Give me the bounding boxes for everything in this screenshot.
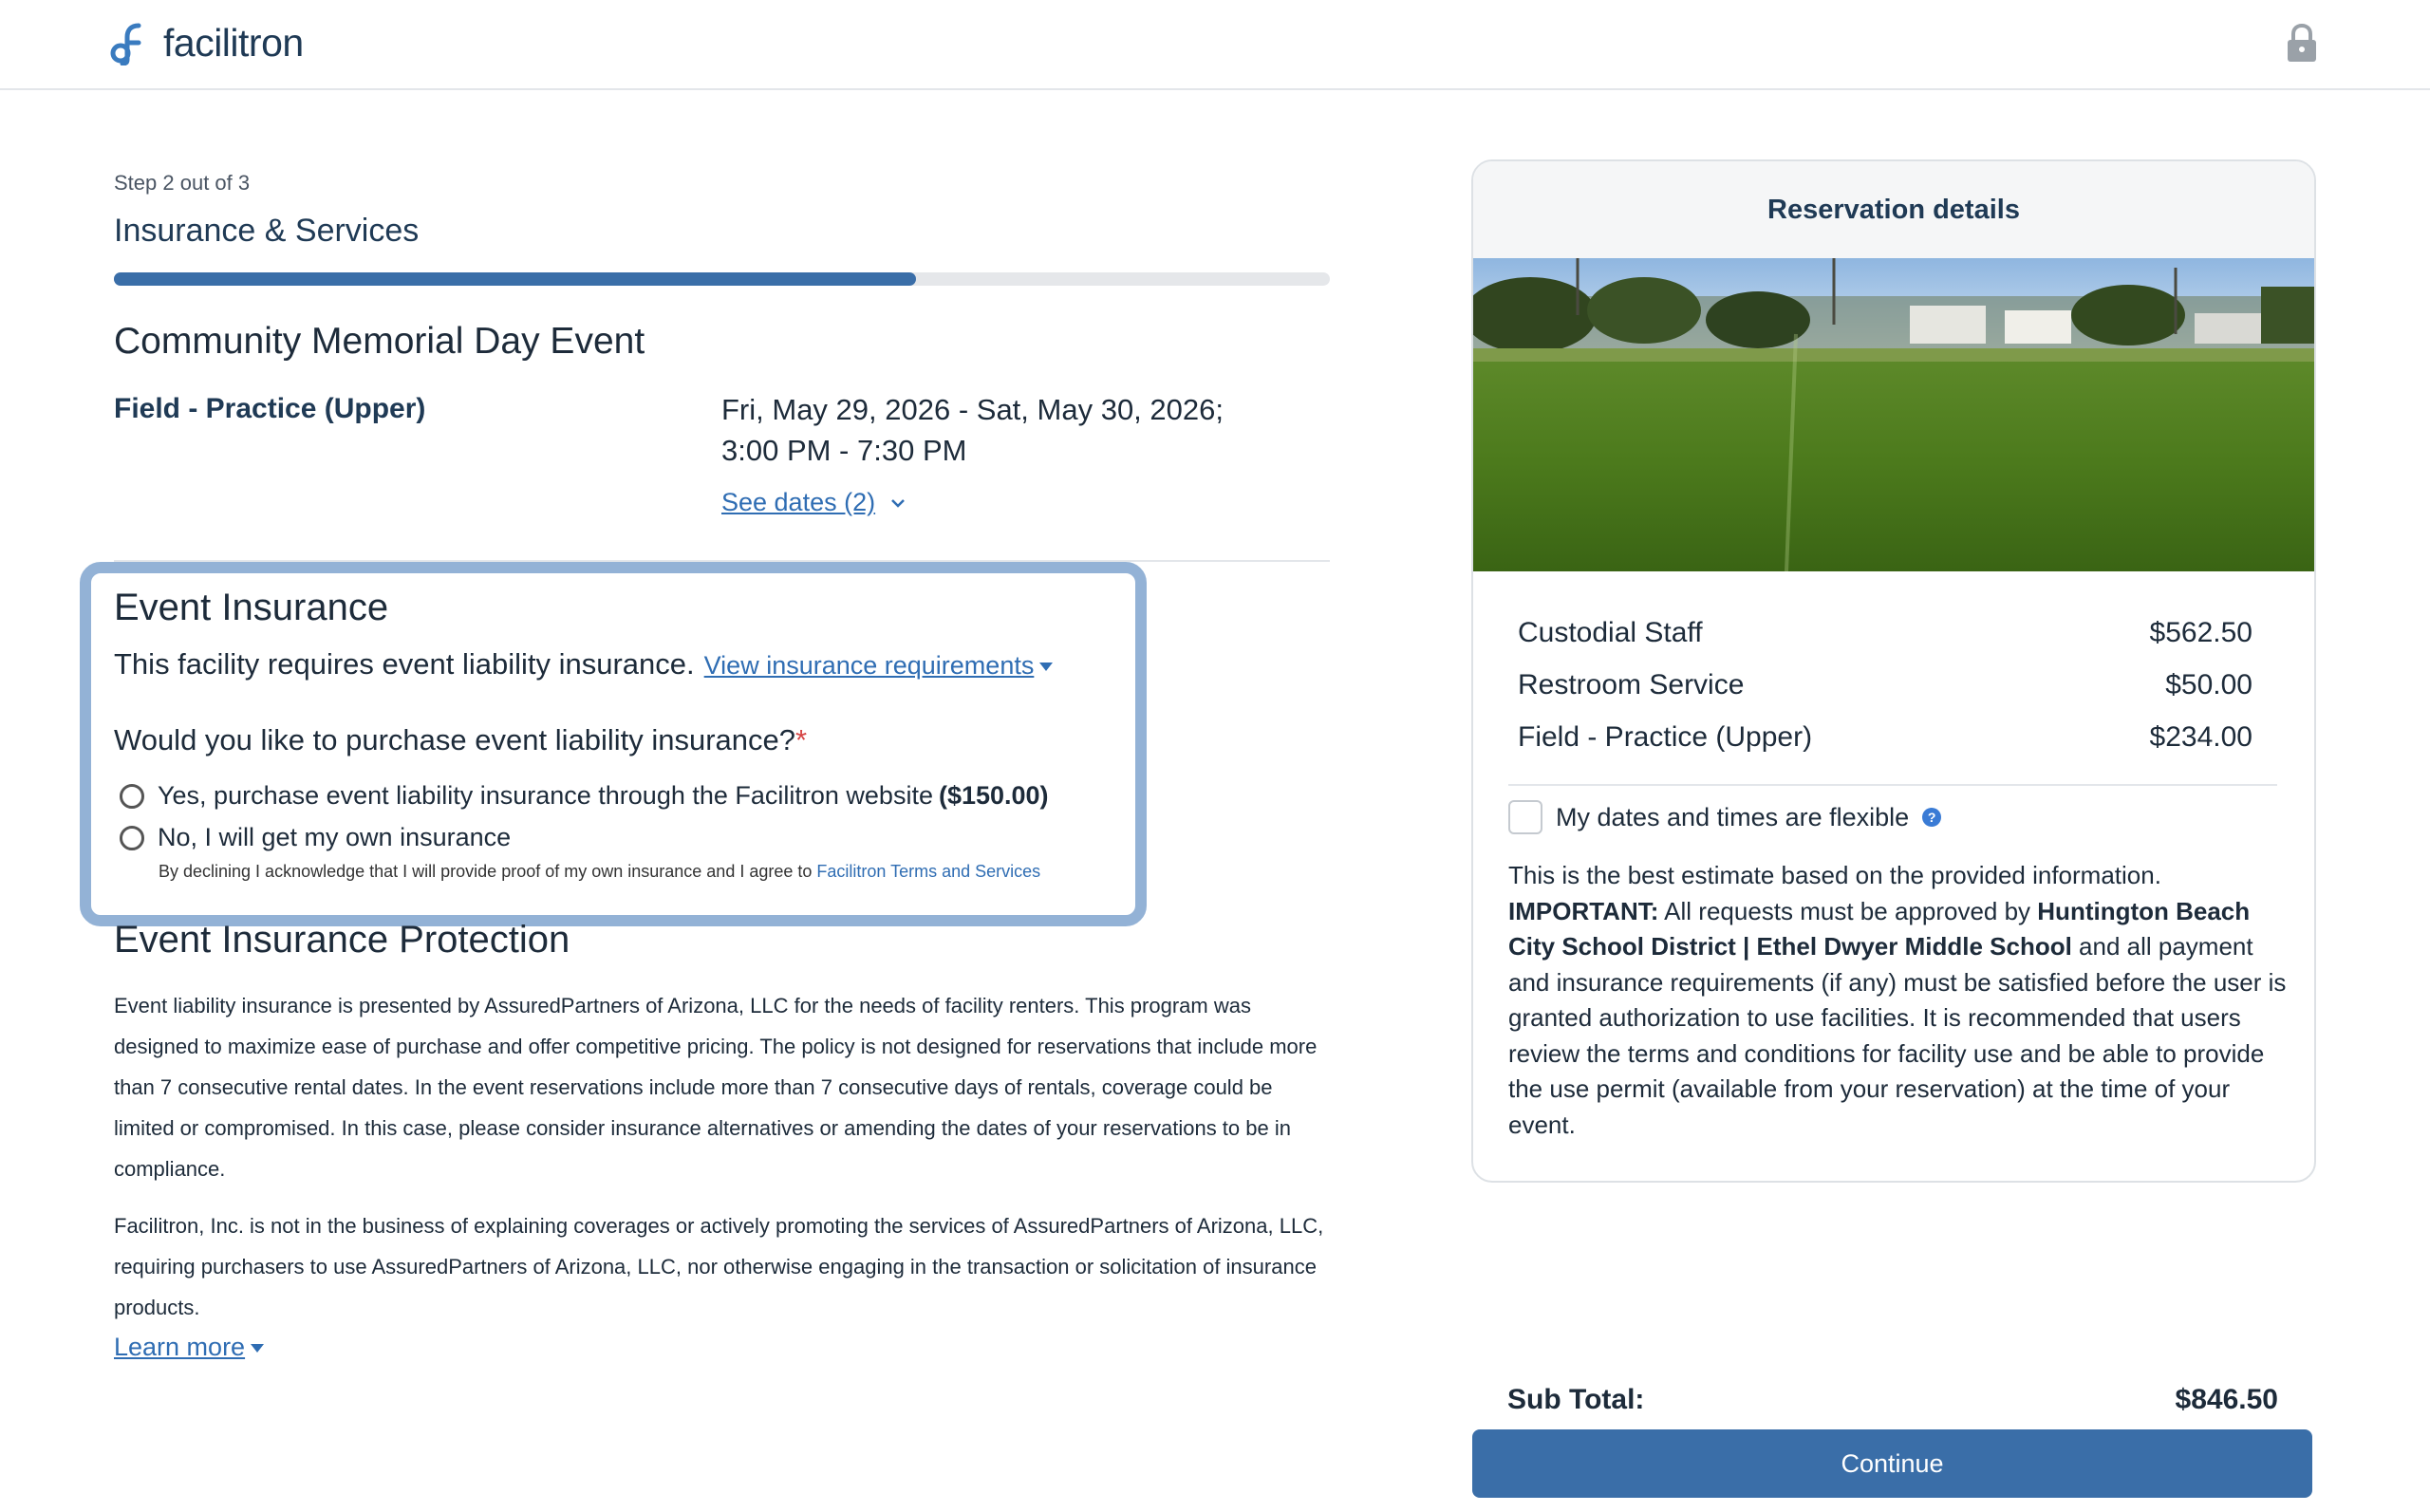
facility-name: Field - Practice (Upper) [114,393,426,424]
option-yes-price: ($150.00) [938,781,1049,810]
flexible-dates-option[interactable] [1508,800,1941,834]
fees-divider [1508,784,2277,786]
decline-text: By declining I acknowledge that I will provide proof of my own insurance and I agree to [159,862,813,881]
insurance-question-text: Would you like to purchase event liability insurance? [114,723,795,756]
facilitron-logo[interactable] [110,21,304,65]
insurance-option-no[interactable] [120,823,511,852]
insurance-question [114,723,807,757]
option-no-label: No, I will get my own insurance [158,823,512,851]
radio-button-no[interactable] [120,826,144,850]
fee-row-restroom [1518,669,2252,701]
insurance-protection-title: Event Insurance Protection [114,919,570,961]
event-time-range: 3:00 PM - 7:30 PM [721,434,967,467]
estimate-notice [1508,858,2287,1143]
insurance-requirement [114,647,1053,681]
view-insurance-requirements-link[interactable] [704,651,1054,681]
fee-label: Custodial Staff [1518,617,1703,648]
subtotal-row [1507,1384,2278,1416]
event-name: Community Memorial Day Event [114,321,645,362]
protection-paragraph-2: Facilitron, Inc. is not in the business of explaining coverages or actively promoting the services of AssuredPartners of Arizona, LLC, requiring purchasers to use AssuredPartners of Arizona, LLC, nor otherwise engaging in the transaction or solicitation of insurance products. [114,1214,1324,1319]
learn-more-link[interactable] [114,1333,264,1362]
fee-amount: $50.00 [2165,669,2252,700]
help-icon[interactable]: ? [1922,808,1941,827]
insurance-option-yes[interactable] [120,781,1049,811]
required-asterisk: * [795,723,808,756]
terms-link[interactable]: Facilitron Terms and Services [816,862,1041,881]
fee-amount: $562.50 [2149,617,2252,648]
event-insurance-title: Event Insurance [114,587,389,628]
facility-photo [1473,258,2314,571]
view-insurance-requirements-label: View insurance requirements [703,651,1035,680]
logo-text: facilitron [163,21,304,65]
protection-paragraph-1: Event liability insurance is presented by AssuredPartners of Arizona, LLC for the needs of facility renters. This program was designed to maximize ease of purchase and offer competitive pricing. The policy is not designed for reservations that include more than 7 consecutive rental dates. In the event reservations include more than 7 consecutive days of rentals, coverage could be limited or compromised. In this case, please consider insurance alternatives or amending the dates of your reservations to be in compliance. [114,994,1318,1181]
fee-amount: $234.00 [2149,721,2252,753]
step-indicator: Step 2 out of 3 [114,171,251,195]
facilitron-logo-icon [110,22,154,65]
caret-down-icon [1039,663,1053,671]
see-dates-label: See dates (2) [721,488,876,516]
radio-button-yes[interactable] [120,784,144,809]
subtotal-amount: $846.50 [2175,1384,2278,1415]
important-label: IMPORTANT: [1508,896,1659,925]
progress-bar [114,272,1330,286]
progress-bar-fill [114,272,916,286]
fee-row-field [1518,721,2252,754]
important-pre: All requests must be approved by [1658,896,2038,925]
district-name: Huntington Beach City School District | Ethel Dwyer Middle School [1508,896,2251,961]
learn-more-label: Learn more [114,1333,246,1361]
reservation-details-title: Reservation details [1473,161,2314,258]
fee-label: Field - Practice (Upper) [1518,721,1813,753]
flexible-dates-label: My dates and times are flexible [1556,802,1910,831]
flexible-dates-checkbox[interactable] [1508,800,1542,834]
event-date-range: Fri, May 29, 2026 - Sat, May 30, 2026; [721,393,1224,426]
subtotal-label: Sub Total: [1507,1384,1645,1415]
fee-label: Restroom Service [1518,669,1745,700]
decline-acknowledgement [159,862,1040,882]
insurance-requirement-text: This facility requires event liability insurance. [114,647,695,681]
top-bar [0,0,2430,90]
see-dates-toggle[interactable] [721,488,906,517]
option-yes-label: Yes, purchase event liability insurance through the Facilitron website [158,781,933,810]
important-post: and all payment and insurance requirements (if any) must be satisfied before the user is granted authorization to use facilities. It is recommended that users review the terms and conditions for facility use and be able to provide the use permit (available from your reservation) at the time of your event. [1508,932,2287,1139]
step-title: Insurance & Services [114,213,420,249]
continue-button[interactable]: Continue [1472,1429,2312,1498]
chevron-down-icon [890,498,906,508]
caret-down-icon [251,1344,264,1353]
estimate-line: This is the best estimate based on the provided information. [1508,861,2161,889]
fee-row-custodial [1518,617,2252,649]
lock-icon [2286,23,2318,63]
